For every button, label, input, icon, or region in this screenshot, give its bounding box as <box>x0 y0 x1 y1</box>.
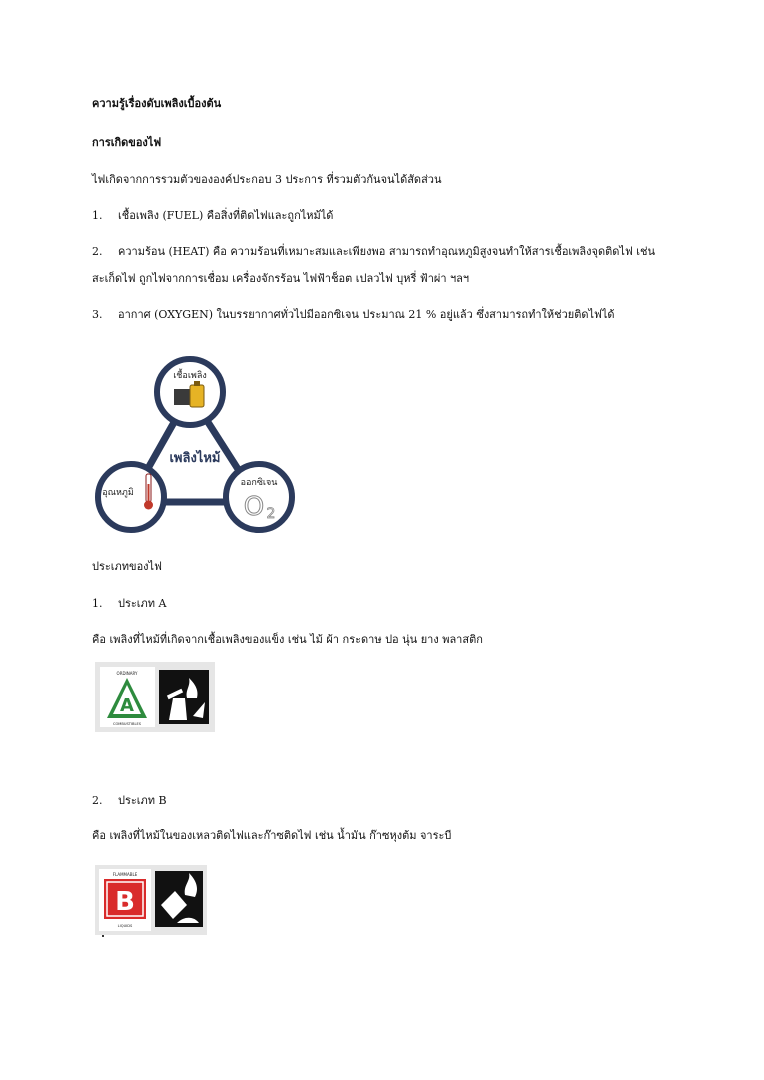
type-b-description: คือ เพลิงที่ไหม้ในของเหลวติดไฟและก๊าซติดไฟ เช่น น้ำมัน ก๊าซหุงต้ม จาระบี <box>92 829 452 842</box>
intro-paragraph: ไฟเกิดจากการรวมตัวขององค์ประกอบ 3 ประการ ที่รวมตัวกันจนได้สัดส่วน <box>92 173 442 186</box>
fire-triangle-diagram <box>94 352 304 537</box>
fuel-circle <box>157 359 223 425</box>
triangle-center-label: เพลิงไหม้ <box>169 451 221 466</box>
oxygen-circle <box>226 464 292 530</box>
heat-circle <box>98 464 164 530</box>
stray-mark <box>102 935 104 937</box>
heat-label: อุณหภูมิ <box>102 488 134 498</box>
list-item-fuel <box>92 209 333 223</box>
fuel-canister-icon <box>174 389 190 405</box>
list-number: 3. <box>92 308 103 321</box>
list-text: เชื้อเพลิง (FUEL) คือสิ่งที่ติดไฟและถูกไหม้ได้ <box>118 209 334 222</box>
type-name: ประเภท B <box>118 794 167 807</box>
fuel-bottle-icon <box>190 385 204 407</box>
list-item-heat-continued: สะเก็ดไฟ ถูกไฟจากการเชื่อม เครื่องจักรร้อน ไฟฟ้าช็อต เปลวไฟ บุหรี่ ฟ้าผ่า ฯลฯ <box>92 272 470 285</box>
type-b-heading <box>92 794 167 808</box>
list-number: 1. <box>92 209 103 222</box>
sign-letter: A <box>120 695 134 716</box>
sign-bottom-label: LIQUIDS <box>117 924 133 928</box>
list-item-heat <box>92 245 655 259</box>
section-heading: การเกิดของไฟ <box>92 136 162 149</box>
o2-symbol: O <box>243 492 265 522</box>
oxygen-label: ออกซิเจน <box>240 478 278 488</box>
o2-subscript: 2 <box>266 506 276 522</box>
type-name: ประเภท A <box>118 597 167 610</box>
document-title: ความรู้เรื่องดับเพลิงเบื้องต้น <box>92 97 222 110</box>
list-number: 2. <box>92 245 103 258</box>
list-text: ความร้อน (HEAT) คือ ความร้อนที่เหมาะสมและเพียงพอ สามารถทำอุณหภูมิสูงจนทำให้สารเชื้อเพลิงจุดติดไฟ เช่น <box>118 245 655 258</box>
sign-bottom-label: COMBUSTIBLES <box>112 722 142 726</box>
list-item-oxygen <box>92 308 615 322</box>
sign-top-label: ORDINARY <box>116 671 138 676</box>
list-number: 2. <box>92 794 103 807</box>
fuel-label: เชื้อเพลิง <box>173 371 207 381</box>
list-text: อากาศ (OXYGEN) ในบรรยากาศทั่วไปมีออกซิเจน ประมาณ 21 % อยู่แล้ว ซึ่งสามารถทำให้ช่วยติดไฟได้ <box>118 308 615 321</box>
sign-top-label: FLAMMABLE <box>112 872 138 877</box>
type-a-heading <box>92 597 167 611</box>
types-heading: ประเภทของไฟ <box>92 560 162 573</box>
sign-letter: B <box>115 887 135 917</box>
list-number: 1. <box>92 597 103 610</box>
class-a-fire-sign <box>95 662 215 732</box>
type-a-description: คือ เพลิงที่ไหม้ที่เกิดจากเชื้อเพลิงของแข็ง เช่น ไม้ ผ้า กระดาษ ปอ นุ่น ยาง พลาสติก <box>92 633 483 646</box>
class-b-fire-sign <box>95 865 207 935</box>
